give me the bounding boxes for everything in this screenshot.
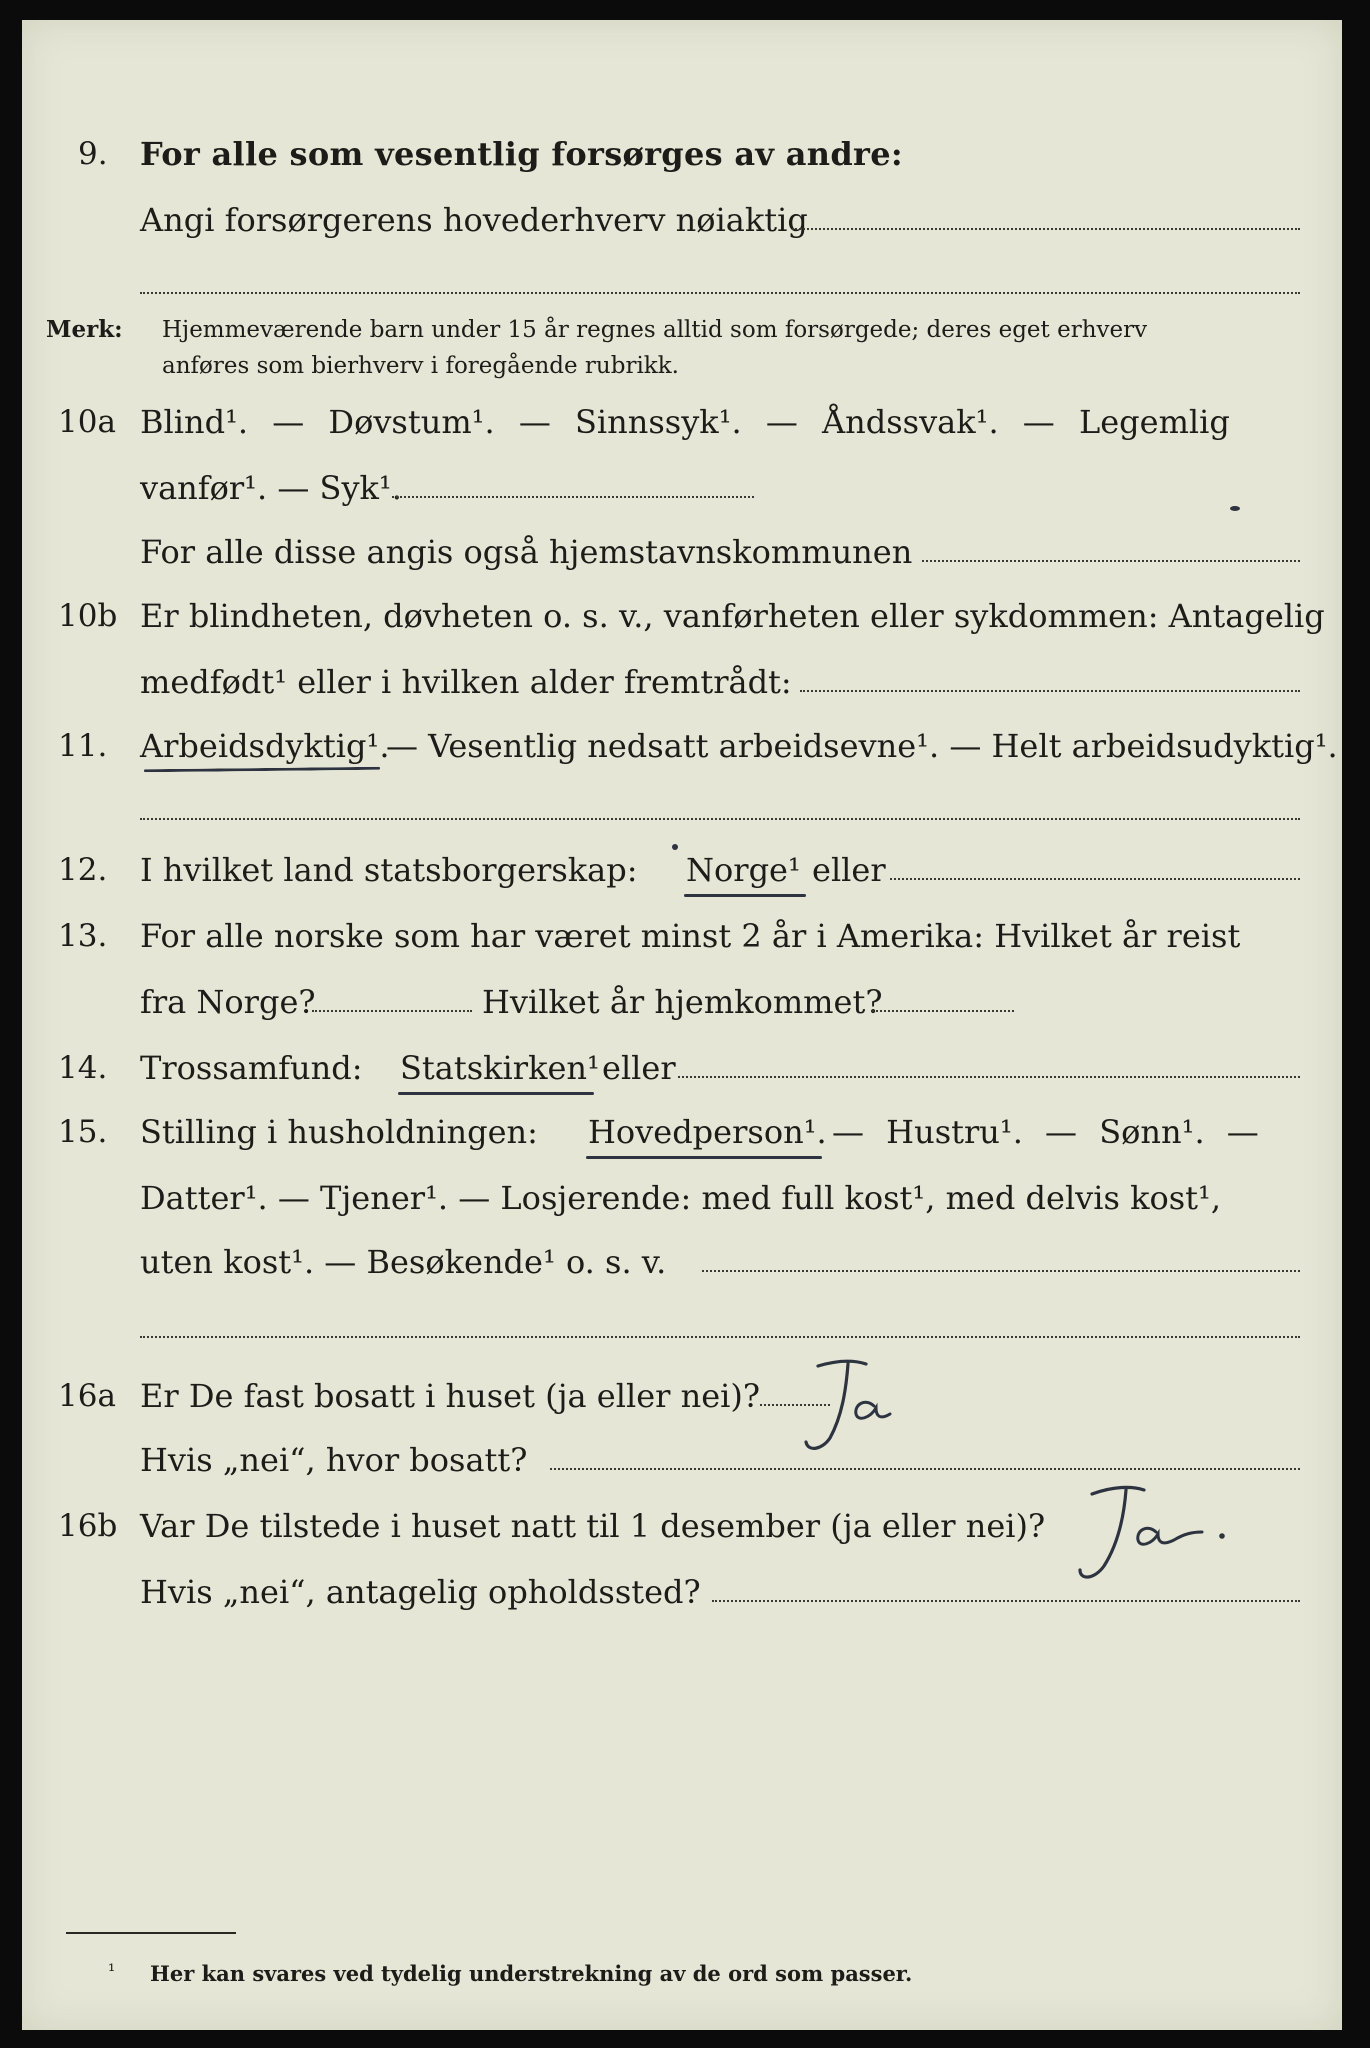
q15-number: 15.	[58, 1114, 108, 1150]
merk-line1: Hjemmeværende barn under 15 år regnes alltid som forsørgede; deres eget erhverv	[162, 317, 1148, 343]
ink-speck-2	[672, 844, 678, 850]
q16a-bosatt-line[interactable]	[550, 1468, 1300, 1470]
q16a-number: 16a	[58, 1378, 116, 1414]
q13-line2a: fra Norge?	[140, 983, 316, 1021]
q14-opt-statskirken[interactable]: Statskirken¹	[400, 1049, 600, 1087]
q13-number: 13.	[58, 918, 108, 954]
q9-number: 9.	[78, 136, 108, 172]
q12-label: I hvilket land statsborgerskap:	[140, 851, 638, 889]
q12-underline-mark	[684, 894, 806, 897]
q10a-syk-line[interactable]	[392, 496, 754, 498]
q16b-opholdssted-line[interactable]	[712, 1600, 1300, 1602]
q10b-line2: medfødt¹ eller i hvilken alder fremtrådt:	[140, 663, 792, 701]
q9-answer-line[interactable]	[792, 228, 1300, 230]
merk-label: Merk:	[46, 316, 123, 343]
q13-line1: For alle norske som har været minst 2 år i Amerika: Hvilket år reist	[140, 917, 1241, 955]
q15-answer-line-2[interactable]	[140, 1336, 1300, 1338]
q16a-handwritten-answer	[782, 1346, 942, 1466]
q14-number: 14.	[58, 1050, 108, 1086]
q15-answer-line[interactable]	[702, 1270, 1300, 1272]
q16b-number: 16b	[58, 1508, 118, 1544]
q12-opt-norge[interactable]: Norge¹	[686, 851, 801, 889]
q15-underline-mark	[586, 1156, 822, 1159]
q11-underline-mark	[144, 767, 380, 772]
census-form-page	[22, 20, 1342, 2030]
q9-line1: For alle som vesentlig forsørges av andre:	[140, 135, 903, 173]
footnote-text: Her kan svares ved tydelig understrekning av de ord som passer.	[150, 1961, 913, 1986]
q12-answer-line[interactable]	[890, 878, 1300, 880]
q10a-line2: vanfør¹. — Syk¹.	[140, 469, 402, 507]
q10b-answer-line[interactable]	[800, 690, 1300, 692]
q10a-number: 10a	[58, 404, 116, 440]
q15-line3: uten kost¹. — Besøkende¹ o. s. v.	[140, 1243, 667, 1281]
q15-line1-rest: — Hustru¹. — Sønn¹. —	[832, 1113, 1259, 1151]
q14-tail: eller	[602, 1049, 676, 1087]
q15-line2: Datter¹. — Tjener¹. — Losjerende: med full kost¹, med delvis kost¹,	[140, 1179, 1222, 1217]
q10a-line3: For alle disse angis også hjemstavnskommunen	[140, 533, 913, 571]
q10a-line1: Blind¹. — Døvstum¹. — Sinnssyk¹. — Åndssvak¹. — Legemlig	[140, 403, 1230, 441]
merk-line2: anføres som bierhverv i foregående rubrikk.	[162, 353, 679, 379]
q13-hjemkommet-line[interactable]	[872, 1010, 1014, 1012]
q9-line2: Angi forsørgerens hovederhverv nøiaktig	[140, 201, 808, 239]
q14-answer-line[interactable]	[678, 1076, 1300, 1078]
q13-line2b: Hvilket år hjemkommet?	[482, 983, 883, 1021]
q16b-line2: Hvis „nei“, antagelig opholdssted?	[140, 1573, 701, 1611]
q13-reist-line[interactable]	[312, 1010, 472, 1012]
q10a-hjemstavn-line[interactable]	[922, 560, 1300, 562]
footnote-rule	[66, 1932, 236, 1934]
q11-answer-line[interactable]	[140, 818, 1300, 820]
q16b-handwritten-answer	[1052, 1476, 1242, 1596]
q11-opt-arbeidsdyktig[interactable]: Arbeidsdyktig¹.	[140, 727, 390, 765]
footnote-mark: ¹	[108, 1961, 116, 1982]
q15-opt-hovedperson[interactable]: Hovedperson¹.	[588, 1113, 827, 1151]
q12-number: 12.	[58, 852, 108, 888]
q11-number: 11.	[58, 728, 108, 764]
q14-underline-mark	[398, 1092, 594, 1095]
q10b-number: 10b	[58, 598, 118, 634]
q11-rest: — Vesentlig nedsatt arbeidsevne¹. — Helt arbeidsudyktig¹.	[386, 727, 1338, 765]
q9-answer-line-2[interactable]	[140, 292, 1300, 294]
q15-label: Stilling i husholdningen:	[140, 1113, 538, 1151]
q16a-line2: Hvis „nei“, hvor bosatt?	[140, 1441, 528, 1479]
q12-tail: eller	[812, 851, 886, 889]
q10b-line1: Er blindheten, døvheten o. s. v., vanførheten eller sykdommen: Antagelig	[140, 597, 1325, 635]
q16b-line1: Var De tilstede i huset natt til 1 desember (ja eller nei)?	[140, 1507, 1046, 1545]
q14-label: Trossamfund:	[140, 1049, 363, 1087]
ink-speck	[1230, 506, 1240, 511]
q16a-line1: Er De fast bosatt i huset (ja eller nei)?	[140, 1377, 761, 1415]
